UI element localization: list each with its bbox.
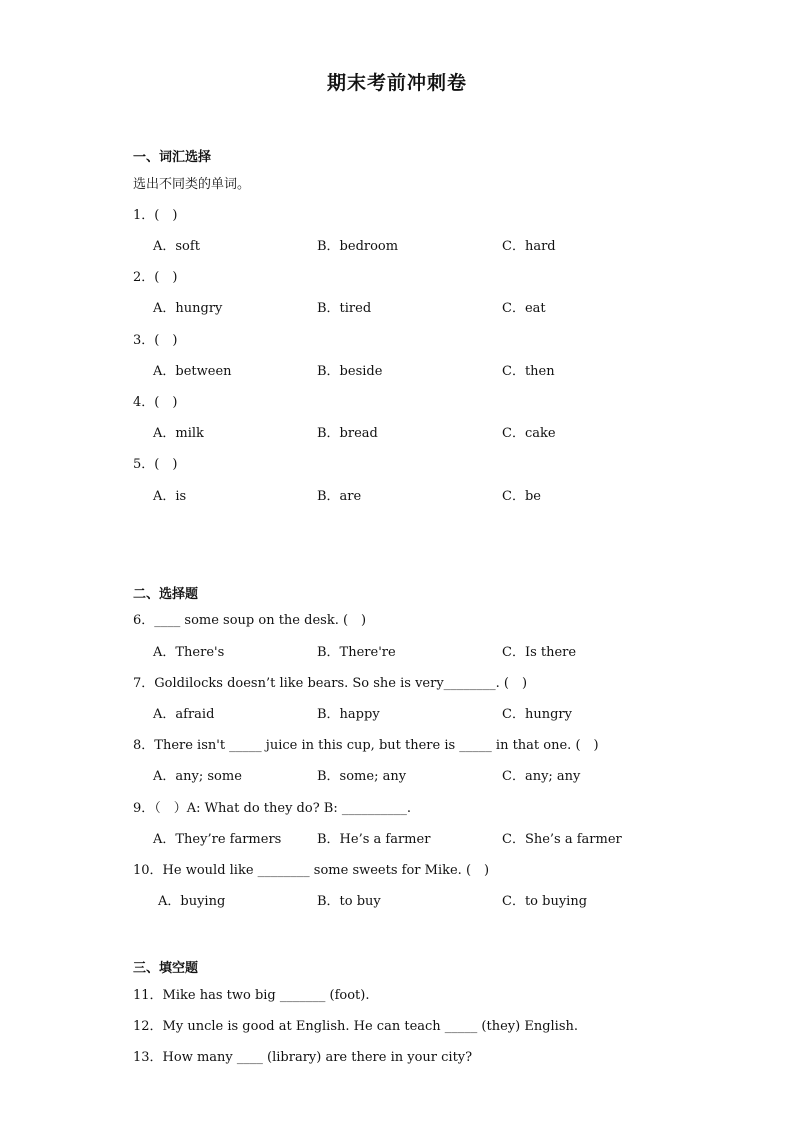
option-c[interactable]: C．eat [502,301,546,316]
option-a[interactable]: A．milk [153,426,204,441]
option-b[interactable]: B．bedroom [317,239,399,254]
option-a[interactable]: A．any; some [153,769,242,784]
option-a[interactable]: A．hungry [153,301,223,316]
option-c[interactable]: C．hungry [502,707,572,722]
option-b[interactable]: B．bread [317,426,378,441]
option-c[interactable]: C．cake [502,426,556,441]
option-b[interactable]: B．beside [317,364,383,379]
page-title: 期末考前冲刺卷 [326,72,467,94]
option-c[interactable]: C．then [502,364,555,379]
option-c[interactable]: C．Is there [502,645,577,660]
question-stem: 2．( ) [133,270,178,285]
question-stem: 9．（ ）A: What do they do? B: __________. [133,801,412,816]
option-a[interactable]: A．between [153,364,232,379]
option-b[interactable]: B．tired [317,301,372,316]
option-a[interactable]: A．They’re farmers [153,832,282,847]
option-a[interactable]: A．buying [158,894,226,909]
section-heading-vocabulary: 一、词汇选择 [133,150,212,165]
question-stem: 13．How many ____ (library) are there in your city? [133,1050,473,1065]
option-c[interactable]: C．to buying [502,894,588,909]
question-stem: 6．____ some soup on the desk. ( ) [133,613,367,628]
section-instruction: 选出不同类的单词。 [133,177,251,192]
option-a[interactable]: A．is [153,489,187,504]
option-b[interactable]: B．There're [317,645,396,660]
question-stem: 3．( ) [133,333,178,348]
option-a[interactable]: A．afraid [153,707,215,722]
option-a[interactable]: A．soft [153,239,200,254]
option-c[interactable]: C．be [502,489,541,504]
option-c[interactable]: C．hard [502,239,556,254]
option-a[interactable]: A．There's [153,645,225,660]
question-stem: 5．( ) [133,457,178,472]
question-stem: 4．( ) [133,395,178,410]
option-b[interactable]: B．are [317,489,362,504]
option-c[interactable]: C．She’s a farmer [502,832,622,847]
option-b[interactable]: B．some; any [317,769,407,784]
question-stem: 7．Goldilocks doesn’t like bears. So she is very________. ( ) [133,676,528,691]
question-stem: 8．There isn't _____ juice in this cup, but there is _____ in that one. ( ) [133,738,599,753]
question-stem: 1．( ) [133,208,178,223]
option-b[interactable]: B．to buy [317,894,381,909]
option-b[interactable]: B．happy [317,707,380,722]
question-stem: 12．My uncle is good at English. He can teach _____ (they) English. [133,1019,579,1034]
question-stem: 10．He would like ________ some sweets for Mike. ( ) [133,863,490,878]
question-stem: 11．Mike has two big _______ (foot). [133,988,370,1003]
section-heading-fill-in: 三、填空题 [133,961,199,976]
option-b[interactable]: B．He’s a farmer [317,832,431,847]
option-c[interactable]: C．any; any [502,769,581,784]
section-heading-multiple-choice: 二、选择题 [133,587,199,602]
